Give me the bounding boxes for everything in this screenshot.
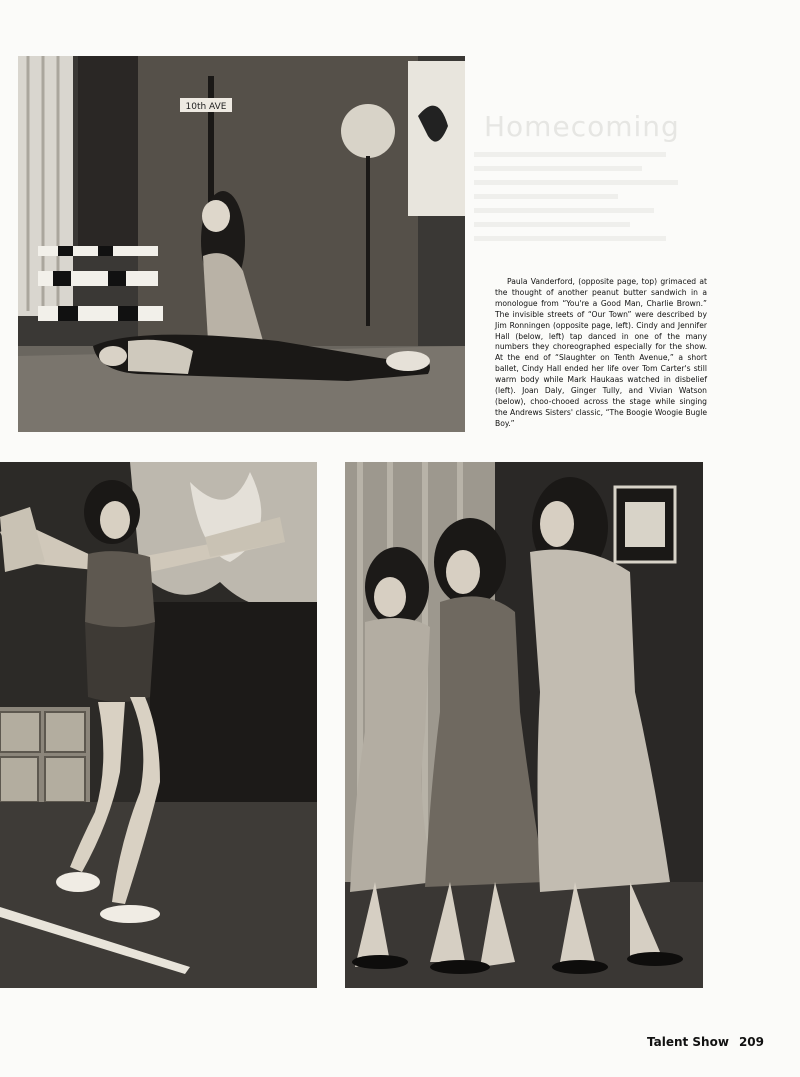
photo-slaughter-on-tenth-avenue bbox=[18, 56, 465, 432]
section-title: Talent Show bbox=[646, 1035, 729, 1049]
photo-tap-dancer bbox=[0, 462, 317, 988]
photo-caption: Paula Vanderford, (opposite page, top) grimaced at the thought of another peanut butter sandwich in a monologue from “You're a Good Man, Charlie Brown.” The invisible streets of “Our Town” were described by Jim Ronningen (opposite page, left). Cindy and Jennifer Hall (below, left) tap danced in one of the many numbers they choreographed especially for the show. At the end of “Slaughter on Tenth Avenue,” a short ballet, Cindy Hall ended her life over Tom Carter's still warm body while Mark Haukaas watched in disbelief (left). Joan Daly, Ginger Tully, and Vivian Watson (below), choo-chooed across the stage while singing the Andrews Sisters' classic, “The Boogie Woogie Bugle Boy.” bbox=[495, 277, 707, 428]
street-sign: 10th AVE bbox=[185, 102, 227, 112]
photo-boogie-woogie-trio bbox=[345, 462, 703, 988]
tap-dance-scene bbox=[0, 462, 317, 988]
ghost-heading: Homecoming bbox=[484, 110, 680, 143]
singers-scene bbox=[345, 462, 703, 988]
page-number: 209 bbox=[738, 1035, 764, 1049]
page-footer bbox=[647, 1035, 764, 1049]
stage-scene-top bbox=[18, 56, 465, 432]
